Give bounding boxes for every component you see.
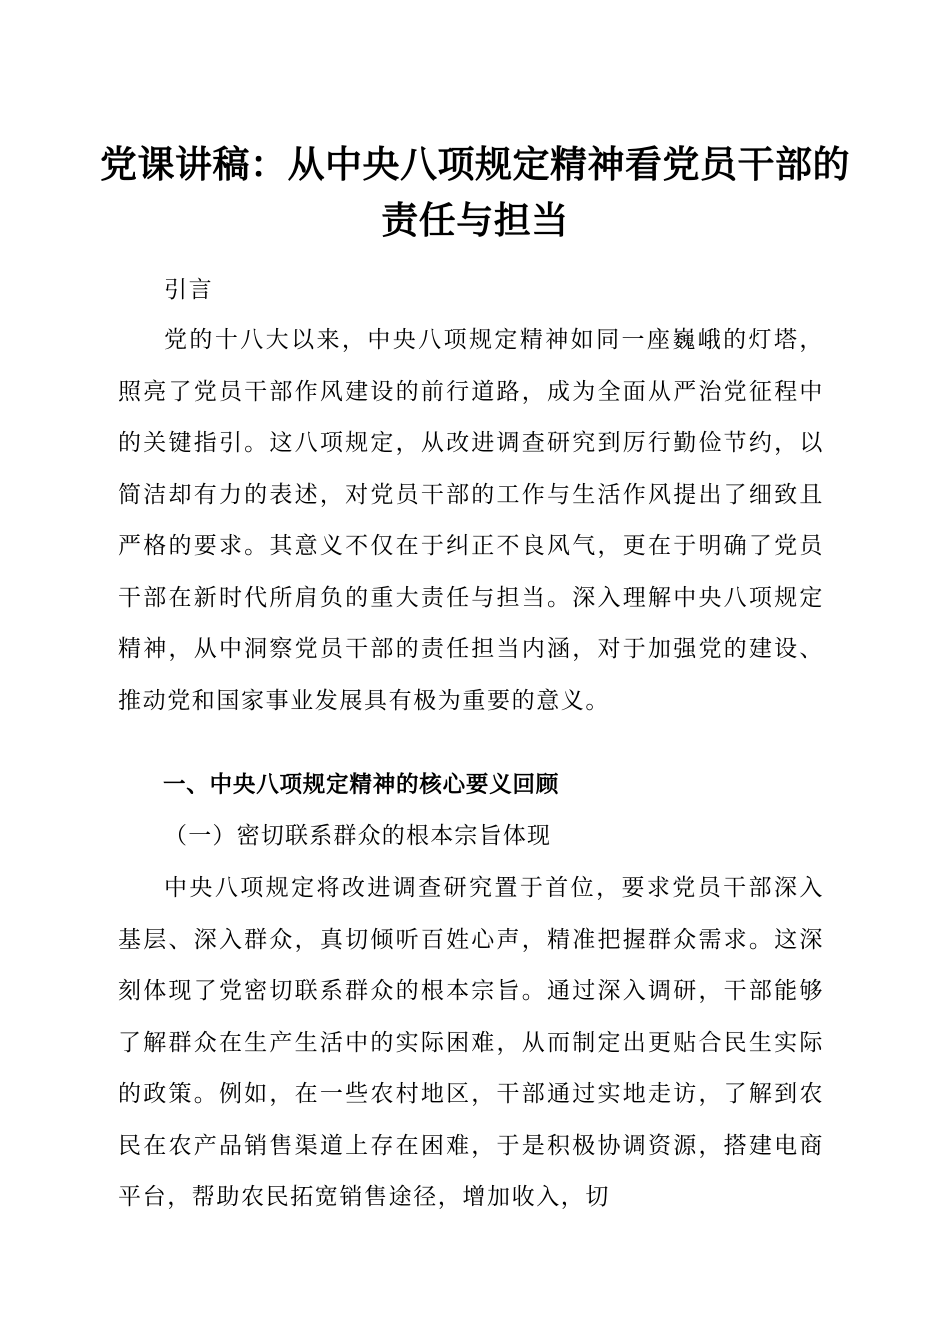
subsection-heading-1: （一）密切联系群众的根本宗旨体现 bbox=[164, 823, 552, 849]
title-line-2: 责任与担当 bbox=[381, 198, 569, 242]
section-paragraph-1: 中央八项规定将改进调查研究置于首位，要求党员干部深入基层、深入群众，真切倾听百姓心声，精准把握群众需求。这深刻体现了党密切联系群众的根本宗旨。通过深入调研，干部能够了解群众在生产生活中的实际困难，从而制定出更贴合民生实际的政策。例如，在一些农村地区，干部通过实地走访，了解到农民在农产品销售渠道上存在困难，于是积极协调资源，搭建电商平台，帮助农民拓宽销售途径，增加收入，切 bbox=[118, 875, 824, 1210]
section-heading-1: 一、中央八项规定精神的核心要义回顾 bbox=[163, 772, 560, 798]
intro-label: 引言 bbox=[164, 277, 214, 303]
intro-paragraph: 党的十八大以来，中央八项规定精神如同一座巍峨的灯塔，照亮了党员干部作风建设的前行道路，成为全面从严治党征程中的关键指引。这八项规定，从改进调查研究到厉行勤俭节约，以简洁却有力的表述，对党员干部的工作与生活作风提出了细致且严格的要求。其意义不仅在于纠正不良风气，更在于明确了党员干部在新时代所肩负的重大责任与担当。深入理解中央八项规定精神，从中洞察党员干部的责任担当内涵，对于加强党的建设、推动党和国家事业发展具有极为重要的意义。 bbox=[118, 327, 824, 714]
title-line-1: 党课讲稿：从中央八项规定精神看党员干部的 bbox=[100, 142, 850, 186]
document-title bbox=[60, 136, 890, 248]
